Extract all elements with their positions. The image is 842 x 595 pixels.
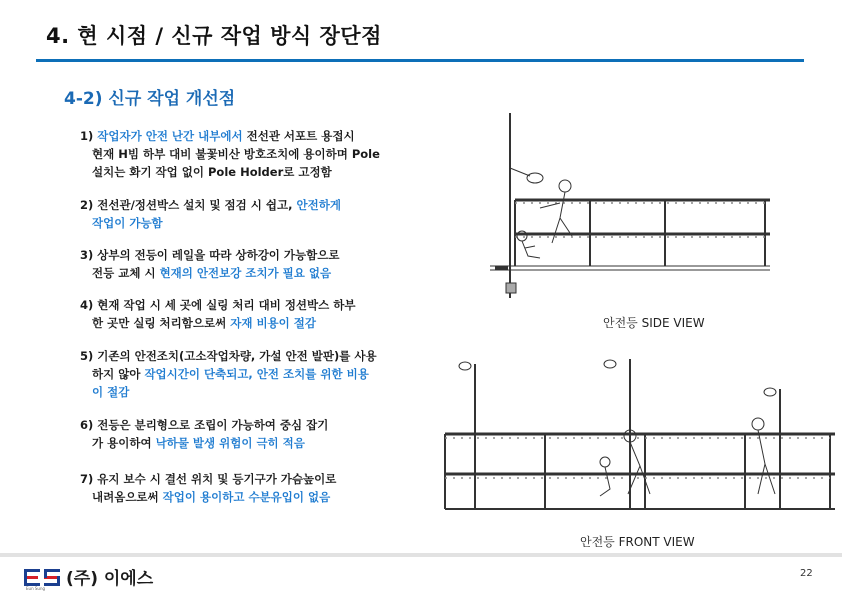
list-item (80, 127, 380, 181)
list-item-line (80, 434, 328, 452)
body-text: 현재 H빔 하부 대비 불꽃비산 방호조치에 용이하며 Pole (92, 147, 380, 161)
highlight-text: 낙하물 발생 위험이 극히 적음 (155, 436, 305, 450)
list-item-line (80, 246, 339, 264)
list-item-line (80, 196, 341, 214)
list-item-line (80, 214, 341, 232)
body-text: 5) 기존의 안전조치(고소작업차량, 가설 안전 발판)를 사용 (80, 349, 377, 363)
highlight-text: 현재의 안전보강 조치가 필요 없음 (159, 266, 332, 280)
body-text: 한 곳만 실링 처리함으로써 (92, 316, 231, 330)
logo-subtext: Eun Sung (26, 586, 46, 591)
list-item (80, 416, 328, 452)
highlight-text: 작업자가 안전 난간 내부에서 (97, 129, 243, 143)
company-name: (주) 이에스 (66, 569, 154, 589)
list-item-line (80, 145, 380, 163)
body-text: 전선관 서포트 용접시 (242, 129, 355, 143)
body-text: 설치는 화기 작업 없이 Pole Holder로 고정함 (92, 165, 332, 179)
front-view-figure (440, 354, 835, 514)
title-divider (36, 59, 804, 62)
body-text: 2) 전선관/정션박스 설치 및 점검 시 쉽고, (80, 198, 297, 212)
list-item-line (80, 163, 380, 181)
list-item-line (80, 488, 336, 506)
highlight-text: 작업이 가능함 (92, 216, 163, 230)
body-text: 전등 교체 시 (92, 266, 160, 280)
body-text: 하지 않아 (92, 367, 145, 381)
highlight-text: 자재 비용이 절감 (230, 316, 316, 330)
body-text: 4) 현재 작업 시 세 곳에 실링 처리 대비 정션박스 하부 (80, 298, 356, 312)
body-text: 가 용이하여 (92, 436, 156, 450)
body-text: 1) (80, 129, 98, 143)
page-number: 22 (800, 568, 813, 579)
highlight-text: 안전하게 (296, 198, 341, 212)
side-view-figure (480, 108, 770, 308)
list-item (80, 246, 339, 282)
list-item-line (80, 296, 355, 314)
list-item (80, 347, 377, 401)
footer-divider (0, 553, 842, 557)
list-item (80, 196, 341, 232)
body-text: 7) 유지 보수 시 결선 위치 및 등기구가 가슴높이로 (80, 472, 337, 486)
body-text: 3) 상부의 전등이 레일을 따라 상하강이 가능함으로 (80, 248, 340, 262)
list-item-line (80, 347, 377, 365)
list-item (80, 470, 336, 506)
list-item-line (80, 383, 377, 401)
list-item-line (80, 416, 328, 434)
list-item-line (80, 365, 377, 383)
list-item (80, 296, 355, 332)
front-view-caption: 안전등 FRONT VIEW (580, 535, 695, 549)
highlight-text: 작업이 용이하고 수분유입이 없음 (162, 490, 331, 504)
slide-title: 4. 현 시점 / 신규 작업 방식 장단점 (46, 24, 382, 48)
highlight-text: 작업시간이 단축되고, 안전 조치를 위한 비용 (144, 367, 369, 381)
list-item-line (80, 470, 336, 488)
body-text: 6) 전등은 분리형으로 조립이 가능하여 중심 잡기 (80, 418, 329, 432)
side-view-caption: 안전등 SIDE VIEW (603, 316, 705, 330)
list-item-line (80, 127, 380, 145)
list-item-line (80, 264, 339, 282)
list-item-line (80, 314, 355, 332)
section-subtitle: 4-2) 신규 작업 개선점 (64, 89, 236, 109)
body-text: 내려옴으로써 (92, 490, 163, 504)
highlight-text: 이 절감 (92, 385, 130, 399)
